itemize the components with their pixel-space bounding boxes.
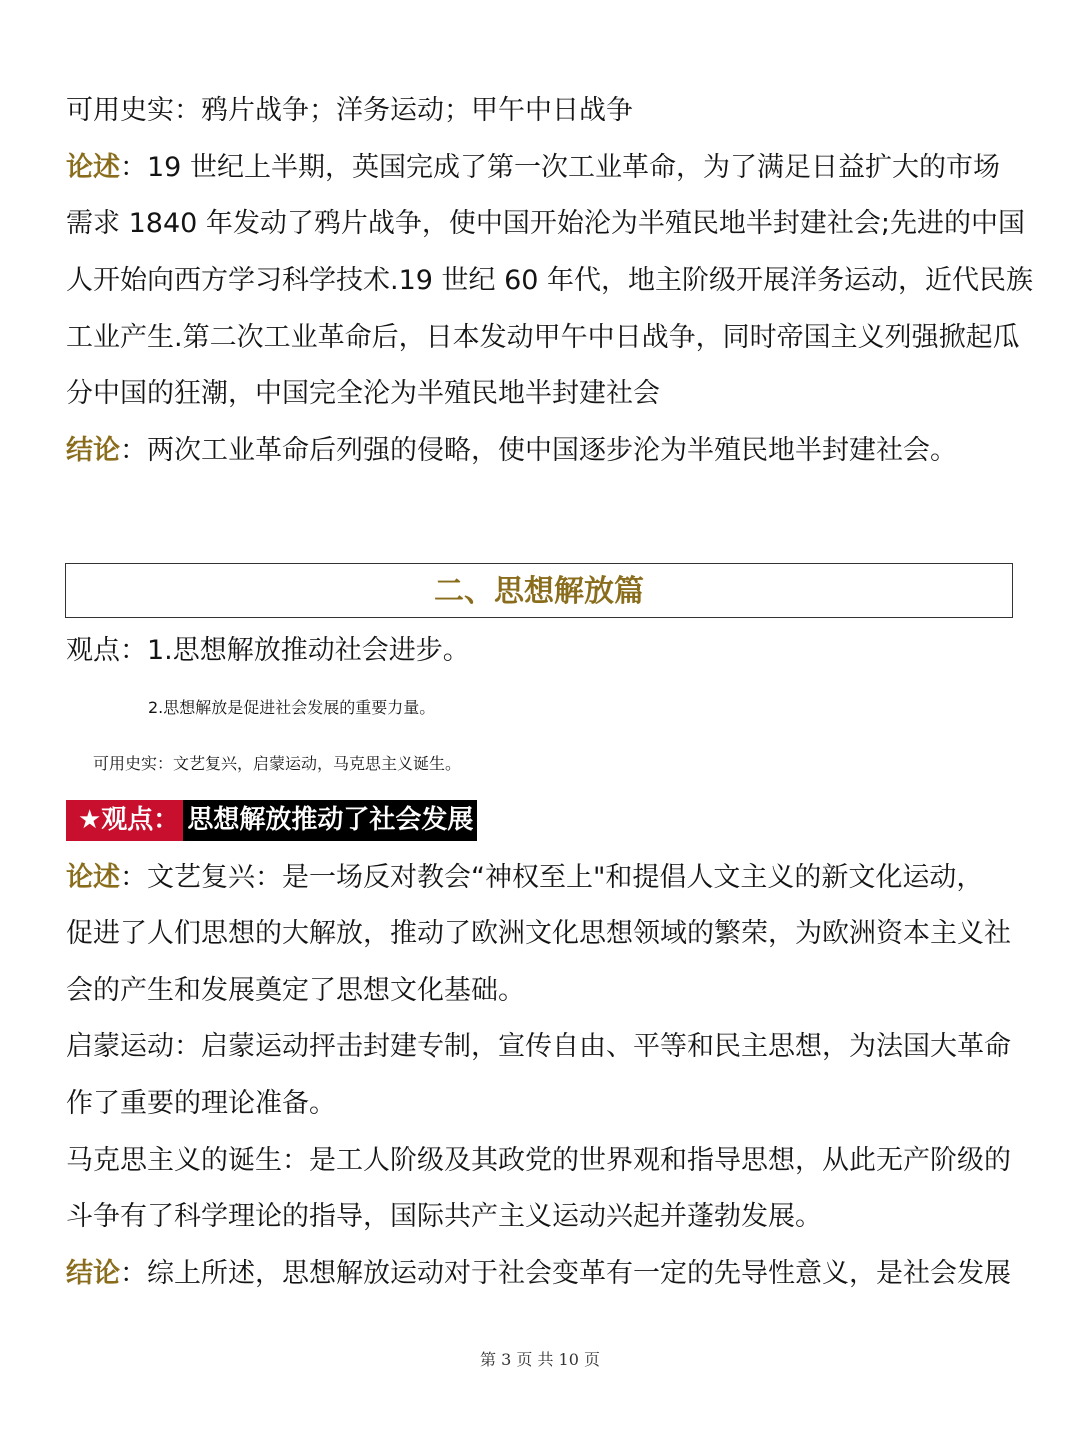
text-line: [66, 1084, 1026, 1124]
section-heading-box: [65, 563, 1013, 618]
page-number-footer: 第 3 页 共 10 页: [480, 1350, 600, 1369]
text-line: [66, 318, 1026, 358]
text-line: [66, 858, 1026, 898]
line-text: 马克思主义的诞生：是工人阶级及其政党的世界观和指导思想，从此无产阶级的: [66, 1145, 1011, 1176]
line-text: 需求 1840 年发动了鸦片战争，使中国开始沦为半殖民地半封建社会;先进的中国: [66, 208, 1025, 239]
text-line: [66, 374, 1026, 414]
text-line: [66, 261, 1034, 301]
line-text: ：19 世纪上半期，英国完成了第一次工业革命，为了满足日益扩大的市场: [120, 152, 1000, 183]
highlight-viewpoint: [66, 800, 477, 841]
text-line: [66, 1197, 1026, 1237]
facts-line: [93, 744, 1053, 784]
line-text: ：两次工业革命后列强的侵略，使中国逐步沦为半殖民地半封建社会。: [120, 435, 957, 466]
line-text: 分中国的狂潮，中国完全沦为半殖民地半封建社会: [66, 378, 660, 409]
highlight-label: ★观点：: [66, 800, 183, 841]
line-text: 2.思想解放是促进社会发展的重要力量。: [148, 698, 436, 717]
line-text: 可用史实：鸦片战争；洋务运动；甲午中日战争: [66, 95, 633, 126]
text-line: [66, 148, 1026, 188]
line-text: 会的产生和发展奠定了思想文化基础。: [66, 975, 525, 1006]
highlight-text: 思想解放推动了社会发展: [183, 800, 477, 841]
viewpoint-line: [148, 688, 1080, 728]
keyword-label: 论述: [66, 152, 120, 183]
section-title: 二、思想解放篇: [434, 574, 644, 609]
line-text: ：文艺复兴：是一场反对教会“神权至上"和提倡人文主义的新文化运动，: [120, 862, 984, 893]
keyword-label: 结论: [66, 435, 120, 466]
line-text: 作了重要的理论准备。: [66, 1088, 336, 1119]
line-text: 启蒙运动：启蒙运动抨击封建专制，宣传自由、平等和民主思想，为法国大革命: [66, 1031, 1011, 1062]
text-line: [66, 204, 1026, 244]
text-line: [66, 1141, 1026, 1181]
line-text: 斗争有了科学理论的指导，国际共产主义运动兴起并蓬勃发展。: [66, 1201, 822, 1232]
keyword-label: 论述: [66, 862, 120, 893]
line-text: 可用史实：文艺复兴，启蒙运动，马克思主义诞生。: [93, 754, 462, 773]
text-line: [66, 91, 1026, 131]
text-line: [66, 971, 1026, 1011]
keyword-label: 结论: [66, 1258, 120, 1289]
text-line: [66, 1027, 1026, 1067]
line-text: 观点：1.思想解放推动社会进步。: [66, 635, 470, 666]
line-text: 人开始向西方学习科学技术.19 世纪 60 年代，地主阶级开展洋务运动，近代民族: [66, 265, 1034, 296]
line-text: 工业产生.第二次工业革命后，日本发动甲午中日战争，同时帝国主义列强掀起瓜: [66, 322, 1020, 353]
line-text: 促进了人们思想的大解放，推动了欧洲文化思想领域的繁荣，为欧洲资本主义社: [66, 918, 1011, 949]
text-line: [66, 431, 1026, 471]
line-text: ：综上所述，思想解放运动对于社会变革有一定的先导性意义，是社会发展: [120, 1258, 1011, 1289]
text-line: [66, 914, 1026, 954]
viewpoint-line: [66, 631, 1026, 671]
text-line: [66, 1254, 1026, 1294]
